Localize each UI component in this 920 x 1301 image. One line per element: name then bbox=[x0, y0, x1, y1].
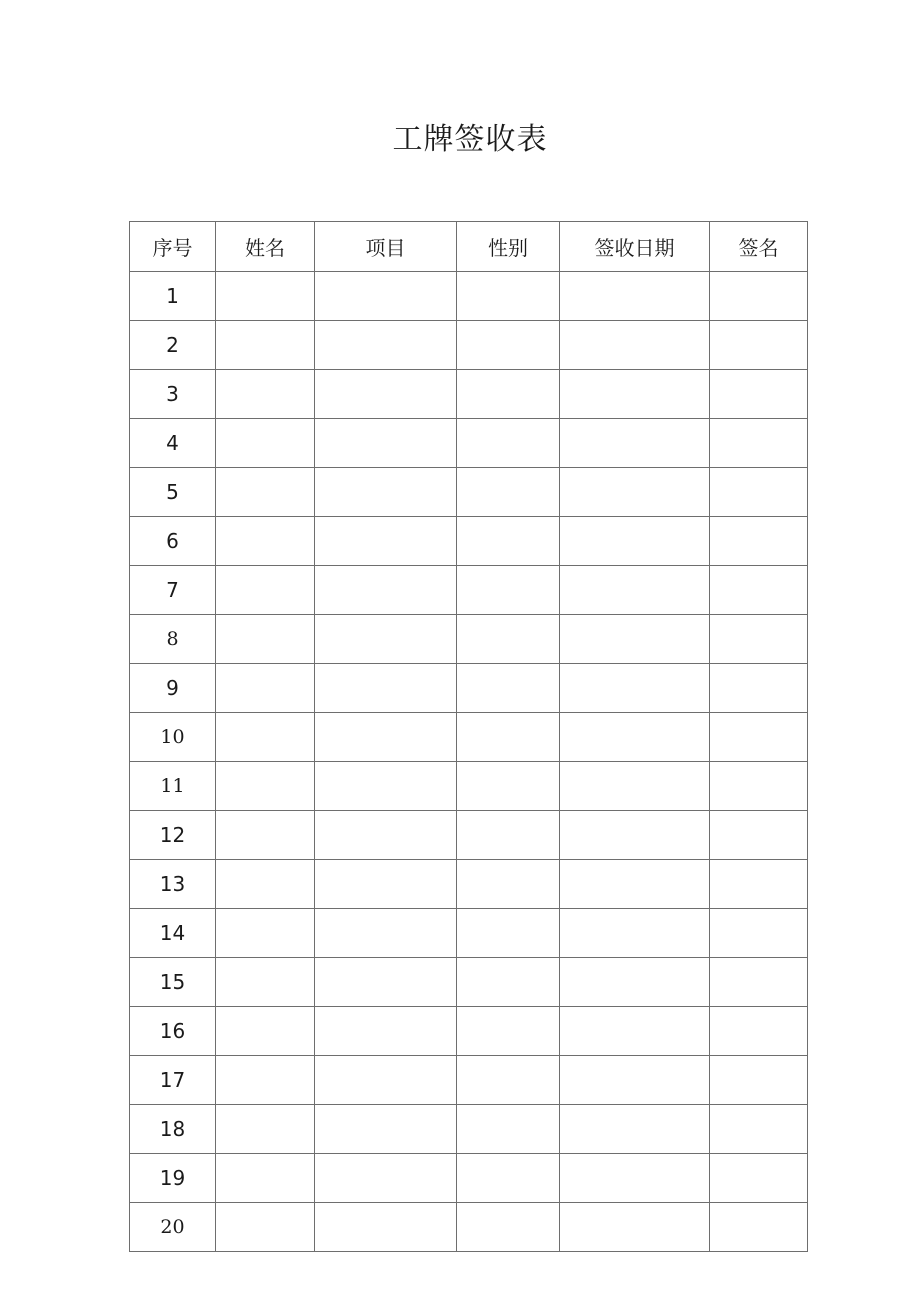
table-row bbox=[130, 664, 808, 713]
row-signature-cell[interactable] bbox=[710, 909, 808, 958]
header-date: 签收日期 bbox=[560, 222, 710, 272]
row-name-cell[interactable] bbox=[216, 762, 315, 811]
table-row bbox=[130, 566, 808, 615]
row-seq-cell: 20 bbox=[130, 1203, 216, 1252]
row-gender-cell[interactable] bbox=[457, 664, 560, 713]
table-row bbox=[130, 958, 808, 1007]
row-signature-cell[interactable] bbox=[710, 272, 808, 321]
row-date-cell[interactable] bbox=[560, 1105, 710, 1154]
row-name-cell[interactable] bbox=[216, 664, 315, 713]
row-project-cell[interactable] bbox=[315, 811, 457, 860]
row-signature-cell[interactable] bbox=[710, 1007, 808, 1056]
row-seq-cell: 2 bbox=[130, 321, 216, 370]
row-seq-cell: 16 bbox=[130, 1007, 216, 1056]
row-project-cell[interactable] bbox=[315, 566, 457, 615]
row-seq-cell: 17 bbox=[130, 1056, 216, 1105]
row-date-cell[interactable] bbox=[560, 664, 710, 713]
row-seq-cell: 1 bbox=[130, 272, 216, 321]
row-name-cell[interactable] bbox=[216, 811, 315, 860]
row-date-cell[interactable] bbox=[560, 909, 710, 958]
row-project-cell[interactable] bbox=[315, 272, 457, 321]
table-row bbox=[130, 321, 808, 370]
row-date-cell[interactable] bbox=[560, 1007, 710, 1056]
row-signature-cell[interactable] bbox=[710, 1154, 808, 1203]
row-name-cell[interactable] bbox=[216, 1007, 315, 1056]
row-signature-cell[interactable] bbox=[710, 419, 808, 468]
row-gender-cell[interactable] bbox=[457, 615, 560, 664]
row-date-cell[interactable] bbox=[560, 517, 710, 566]
row-seq-cell: 18 bbox=[130, 1105, 216, 1154]
row-signature-cell[interactable] bbox=[710, 321, 808, 370]
row-gender-cell[interactable] bbox=[457, 419, 560, 468]
row-name-cell[interactable] bbox=[216, 615, 315, 664]
row-signature-cell[interactable] bbox=[710, 664, 808, 713]
row-gender-cell[interactable] bbox=[457, 909, 560, 958]
row-seq-cell: 13 bbox=[130, 860, 216, 909]
row-seq-cell: 15 bbox=[130, 958, 216, 1007]
row-gender-cell[interactable] bbox=[457, 713, 560, 762]
row-seq-cell: 10 bbox=[130, 713, 216, 762]
row-project-cell[interactable] bbox=[315, 664, 457, 713]
row-date-cell[interactable] bbox=[560, 1056, 710, 1105]
row-date-cell[interactable] bbox=[560, 811, 710, 860]
row-date-cell[interactable] bbox=[560, 762, 710, 811]
table-row bbox=[130, 272, 808, 321]
row-signature-cell[interactable] bbox=[710, 713, 808, 762]
row-date-cell[interactable] bbox=[560, 370, 710, 419]
row-date-cell[interactable] bbox=[560, 713, 710, 762]
row-signature-cell[interactable] bbox=[710, 1056, 808, 1105]
row-project-cell[interactable] bbox=[315, 370, 457, 419]
row-seq-cell: 7 bbox=[130, 566, 216, 615]
row-signature-cell[interactable] bbox=[710, 370, 808, 419]
table-row bbox=[130, 468, 808, 517]
row-gender-cell[interactable] bbox=[457, 468, 560, 517]
row-project-cell[interactable] bbox=[315, 713, 457, 762]
table-row bbox=[130, 517, 808, 566]
table-row bbox=[130, 1154, 808, 1203]
header-name: 姓名 bbox=[216, 222, 315, 272]
row-signature-cell[interactable] bbox=[710, 762, 808, 811]
row-name-cell[interactable] bbox=[216, 566, 315, 615]
row-name-cell[interactable] bbox=[216, 860, 315, 909]
row-seq-cell: 9 bbox=[130, 664, 216, 713]
row-project-cell[interactable] bbox=[315, 321, 457, 370]
header-signature: 签名 bbox=[710, 222, 808, 272]
row-gender-cell[interactable] bbox=[457, 1154, 560, 1203]
table-row bbox=[130, 713, 808, 762]
row-name-cell[interactable] bbox=[216, 419, 315, 468]
row-gender-cell[interactable] bbox=[457, 272, 560, 321]
row-date-cell[interactable] bbox=[560, 958, 710, 1007]
row-signature-cell[interactable] bbox=[710, 958, 808, 1007]
table-row bbox=[130, 762, 808, 811]
row-project-cell[interactable] bbox=[315, 1007, 457, 1056]
row-project-cell[interactable] bbox=[315, 762, 457, 811]
row-seq-cell: 8 bbox=[130, 615, 216, 664]
row-date-cell[interactable] bbox=[560, 566, 710, 615]
row-name-cell[interactable] bbox=[216, 1203, 315, 1252]
row-gender-cell[interactable] bbox=[457, 860, 560, 909]
row-project-cell[interactable] bbox=[315, 419, 457, 468]
row-gender-cell[interactable] bbox=[457, 321, 560, 370]
sign-table bbox=[129, 221, 808, 1252]
table-row bbox=[130, 615, 808, 664]
row-name-cell[interactable] bbox=[216, 1056, 315, 1105]
row-name-cell[interactable] bbox=[216, 713, 315, 762]
table-row bbox=[130, 1105, 808, 1154]
row-gender-cell[interactable] bbox=[457, 370, 560, 419]
row-signature-cell[interactable] bbox=[710, 1105, 808, 1154]
row-signature-cell[interactable] bbox=[710, 468, 808, 517]
row-date-cell[interactable] bbox=[560, 468, 710, 517]
table-row bbox=[130, 370, 808, 419]
row-date-cell[interactable] bbox=[560, 860, 710, 909]
row-name-cell[interactable] bbox=[216, 370, 315, 419]
header-project: 项目 bbox=[315, 222, 457, 272]
row-gender-cell[interactable] bbox=[457, 1007, 560, 1056]
table-row bbox=[130, 811, 808, 860]
header-row bbox=[130, 222, 808, 272]
row-project-cell[interactable] bbox=[315, 615, 457, 664]
header-gender: 性别 bbox=[457, 222, 560, 272]
table-row bbox=[130, 1203, 808, 1252]
row-signature-cell[interactable] bbox=[710, 860, 808, 909]
row-gender-cell[interactable] bbox=[457, 1056, 560, 1105]
row-project-cell[interactable] bbox=[315, 1056, 457, 1105]
row-seq-cell: 19 bbox=[130, 1154, 216, 1203]
row-signature-cell[interactable] bbox=[710, 811, 808, 860]
row-gender-cell[interactable] bbox=[457, 958, 560, 1007]
row-signature-cell[interactable] bbox=[710, 566, 808, 615]
row-project-cell[interactable] bbox=[315, 1154, 457, 1203]
row-project-cell[interactable] bbox=[315, 517, 457, 566]
row-seq-cell: 3 bbox=[130, 370, 216, 419]
row-date-cell[interactable] bbox=[560, 321, 710, 370]
row-date-cell[interactable] bbox=[560, 1154, 710, 1203]
row-signature-cell[interactable] bbox=[710, 615, 808, 664]
row-signature-cell[interactable] bbox=[710, 517, 808, 566]
table-row bbox=[130, 1056, 808, 1105]
row-project-cell[interactable] bbox=[315, 1105, 457, 1154]
row-project-cell[interactable] bbox=[315, 468, 457, 517]
row-name-cell[interactable] bbox=[216, 321, 315, 370]
row-date-cell[interactable] bbox=[560, 1203, 710, 1252]
table-row bbox=[130, 860, 808, 909]
row-project-cell[interactable] bbox=[315, 958, 457, 1007]
row-name-cell[interactable] bbox=[216, 272, 315, 321]
row-gender-cell[interactable] bbox=[457, 1203, 560, 1252]
row-project-cell[interactable] bbox=[315, 860, 457, 909]
row-name-cell[interactable] bbox=[216, 1154, 315, 1203]
row-project-cell[interactable] bbox=[315, 1203, 457, 1252]
row-gender-cell[interactable] bbox=[457, 762, 560, 811]
row-name-cell[interactable] bbox=[216, 958, 315, 1007]
row-seq-cell: 14 bbox=[130, 909, 216, 958]
row-gender-cell[interactable] bbox=[457, 517, 560, 566]
table-row bbox=[130, 1007, 808, 1056]
table-row bbox=[130, 909, 808, 958]
header-seq: 序号 bbox=[130, 222, 216, 272]
row-seq-cell: 11 bbox=[130, 762, 216, 811]
row-project-cell[interactable] bbox=[315, 909, 457, 958]
row-seq-cell: 4 bbox=[130, 419, 216, 468]
row-date-cell[interactable] bbox=[560, 272, 710, 321]
row-gender-cell[interactable] bbox=[457, 1105, 560, 1154]
row-date-cell[interactable] bbox=[560, 419, 710, 468]
row-name-cell[interactable] bbox=[216, 517, 315, 566]
row-signature-cell[interactable] bbox=[710, 1203, 808, 1252]
row-date-cell[interactable] bbox=[560, 615, 710, 664]
table-body bbox=[130, 272, 808, 1252]
row-gender-cell[interactable] bbox=[457, 811, 560, 860]
row-seq-cell: 6 bbox=[130, 517, 216, 566]
row-name-cell[interactable] bbox=[216, 1105, 315, 1154]
table-row bbox=[130, 419, 808, 468]
row-gender-cell[interactable] bbox=[457, 566, 560, 615]
row-name-cell[interactable] bbox=[216, 468, 315, 517]
row-seq-cell: 5 bbox=[130, 468, 216, 517]
page-title: 工牌签收表 bbox=[392, 122, 548, 157]
row-seq-cell: 12 bbox=[130, 811, 216, 860]
row-name-cell[interactable] bbox=[216, 909, 315, 958]
